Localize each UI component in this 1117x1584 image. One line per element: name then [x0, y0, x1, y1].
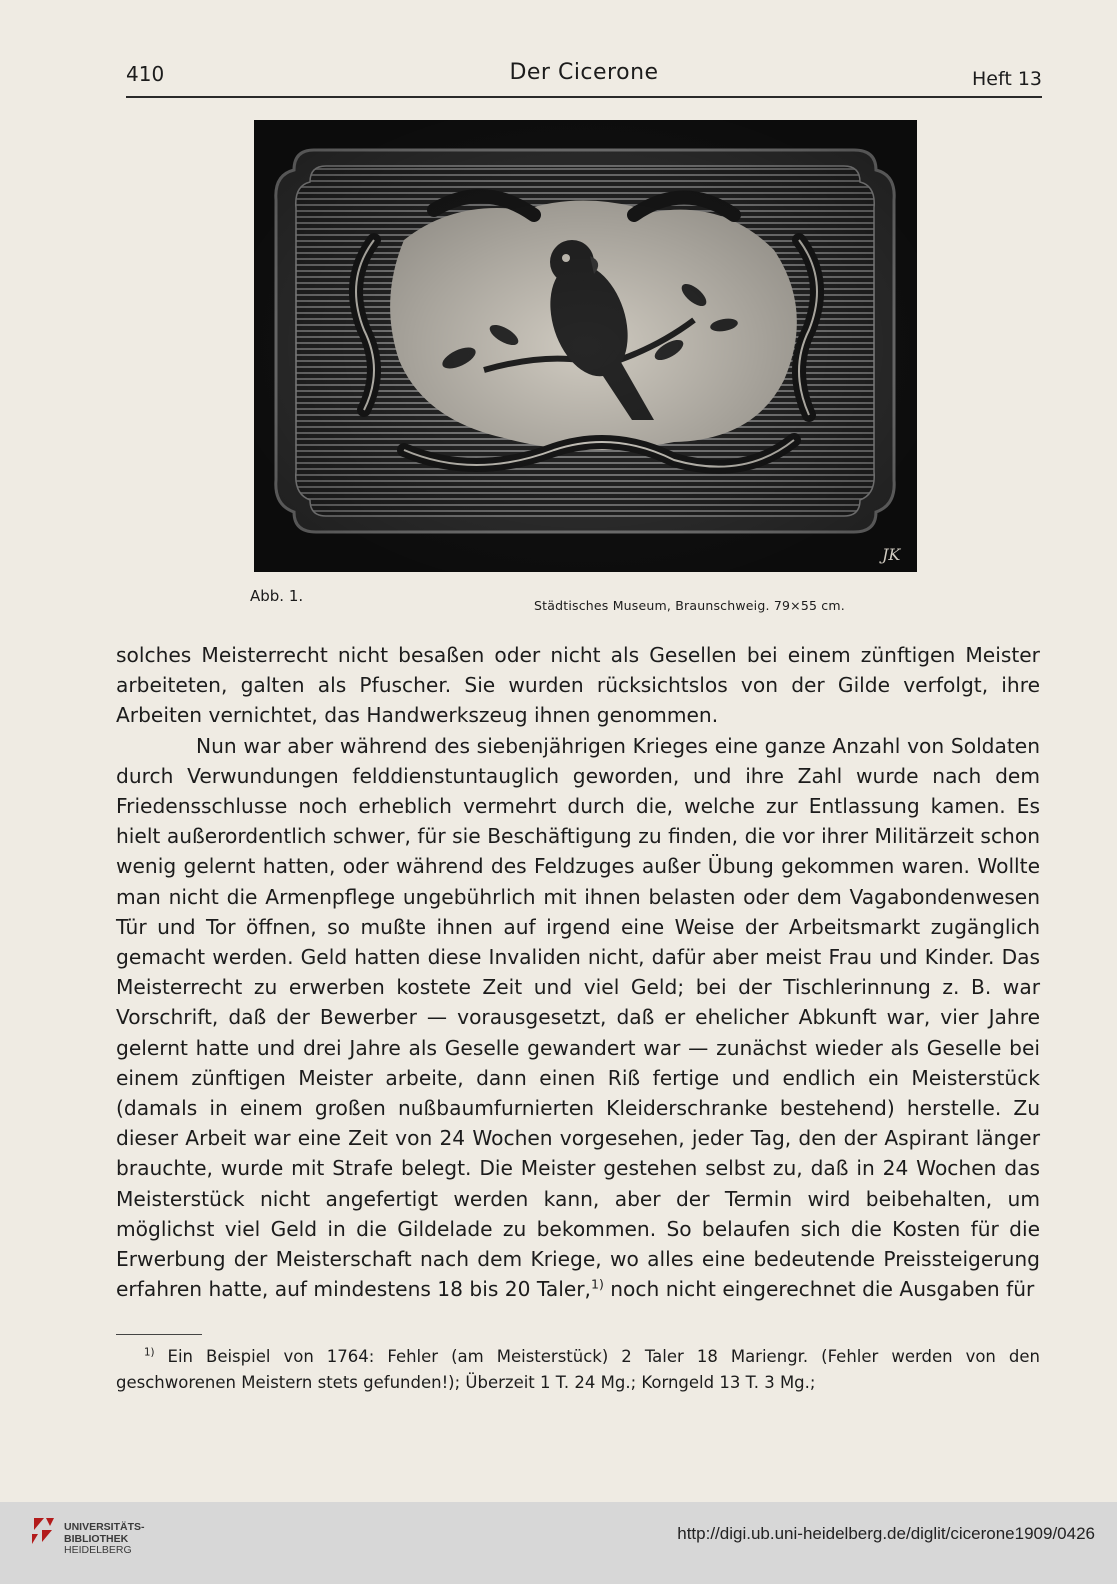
- library-name-line: UNIVERSITÄTS-: [64, 1521, 145, 1533]
- library-name: [64, 1522, 145, 1557]
- running-header: [126, 58, 1042, 94]
- header-rule: [126, 96, 1042, 98]
- footnote: [116, 1344, 1040, 1396]
- figure-label: Abb. 1.: [250, 587, 304, 605]
- paragraph: solches Meisterrecht nicht besaßen oder nicht als Gesellen bei einem zünftigen Meister arbeiteten, galten als Pfuscher. Sie wurden rücksichtslos von der Gilde verfolgt, ihre Arbeiten vernichtet, das Handwerkszeug ihnen genommen.: [116, 643, 1040, 728]
- paragraph: [116, 731, 1040, 1305]
- source-url-link[interactable]: http://digi.ub.uni-heidelberg.de/diglit/cicerone1909/0426: [677, 1524, 1095, 1543]
- artist-monogram: JK: [882, 545, 901, 564]
- footnote-marker: 1): [144, 1347, 155, 1359]
- page-number: 410: [126, 62, 165, 86]
- library-logo-icon: [30, 1516, 56, 1546]
- footnote-text: Ein Beispiel von 1764: Fehler (am Meisterstück) 2 Taler 18 Mariengr. (Fehler werden von den geschworenen Meistern stets gefunden!); Überzeit 1 T. 24 Mg.; Korngeld 13 T. 3 Mg.;: [116, 1347, 1040, 1392]
- paragraph-text: Nun war aber während des siebenjährigen Krieges eine ganze Anzahl von Soldaten durch Verwundungen felddienstuntauglich geworden, und ihre Zahl wurde nach dem Friedensschlusse noch erheblich vermehrt durch die, welche zur Entlassung kamen. Es hielt außerordentlich schwer, für sie Beschäftigung zu finden, die vor ihrer Militärzeit schon wenig gelernt hatten, oder während des Feldzuges außer Übung gekommen waren. Wollte man nicht die Armenpflege ungebührlich mit ihnen belasten oder dem Vagabondenwesen Tür und Tor öffnen, so mußte ihnen auf irgend eine Weise der Arbeitsmarkt zugänglich gemacht werden. Geld hatten diese Invaliden nicht, dafür aber meist Frau und Kinder. Das Meisterrecht zu erwerben kostete Zeit und viel Geld; bei der Tischlerinnung z. B. war Vorschrift, daß der Bewerber — vorausgesetzt, daß er ehelicher Abkunft war, vier Jahre gelernt hatte und drei Jahre als Geselle gewandert war — zunächst wieder als Geselle bei einem zünftigen Meister arbeite, dann einen Riß fertige und endlich ein Meisterstück (damals in einem großen nußbaumfurnierten Kleiderschranke bestehend) herstelle. Zu dieser Arbeit war eine Zeit von 24 Wochen vorgesehen, jeder Tag, den der Aspirant länger brauchte, wurde mit Strafe belegt. Die Meister gestehen selbst zu, daß in 24 Wochen das Meisterstück nicht angefertigt werden kann, aber der Termin wird beibehalten, um möglichst viel Geld in die Gildelade zu bekommen. So belaufen sich die Kosten für die Erwerbung der Meisterschaft nach dem Kriege, wo alles eine bedeutende Preissteigerung erfahren hatte, auf mindestens 18 bis 20 Taler,: [116, 733, 1040, 1302]
- footnote-rule: [116, 1334, 202, 1335]
- tray-illustration: [254, 120, 917, 572]
- figure-source-caption: Städtisches Museum, Braunschweig. 79×55 cm.: [534, 598, 845, 613]
- library-name-line: HEIDELBERG: [64, 1544, 132, 1556]
- figure-tray-photo: [254, 120, 917, 572]
- paragraph-text: noch nicht eingerechnet die Ausgaben für: [603, 1277, 1035, 1302]
- body-text: [116, 640, 1040, 1304]
- digitization-footer: [0, 1502, 1117, 1584]
- journal-title: Der Cicerone: [509, 60, 659, 85]
- library-name-line: BIBLIOTHEK: [64, 1532, 129, 1545]
- footnote-reference: 1): [590, 1276, 604, 1292]
- issue-number: Heft 13: [972, 68, 1042, 90]
